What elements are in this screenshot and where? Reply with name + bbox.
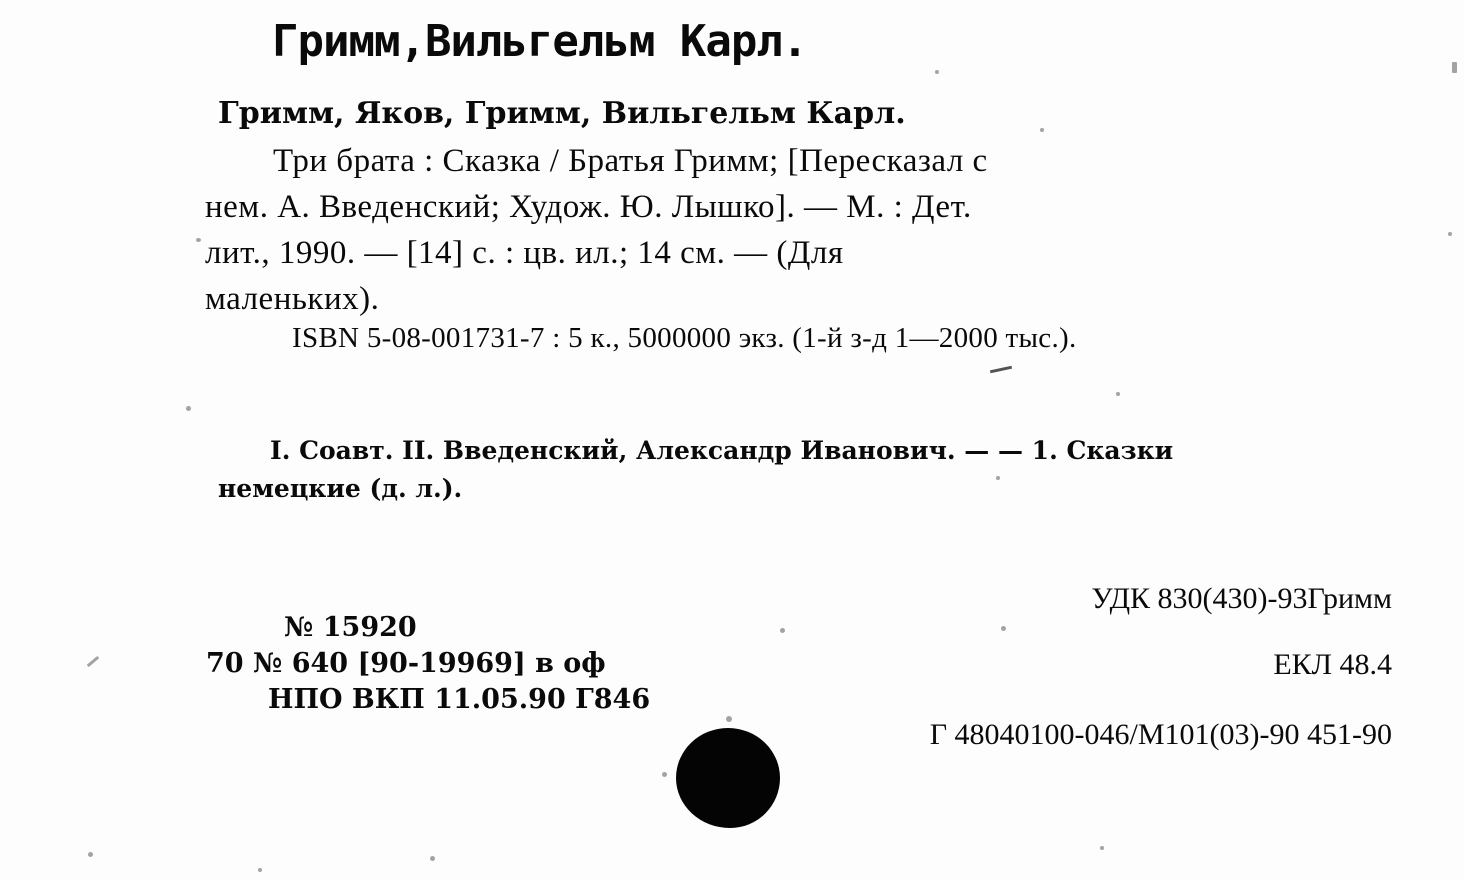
paper-speck <box>88 852 93 857</box>
card-heading-main: Гримм,Вильгельм Карл. <box>272 16 808 67</box>
ekl-classification: ЕКЛ 48.4 <box>1273 648 1392 681</box>
paper-speck <box>258 868 262 872</box>
pen-mark <box>990 366 1012 374</box>
paper-speck <box>1116 392 1120 396</box>
card-heading-author: Гримм, Яков, Гримм, Вильгельм Карл. <box>218 96 906 131</box>
reference-line: немецкие (д. л.). <box>218 474 463 503</box>
paper-speck <box>1100 846 1104 850</box>
paper-speck <box>1448 232 1452 236</box>
paper-speck <box>196 238 201 242</box>
stamp-line: НПО ВКП 11.05.90 Г846 <box>268 684 651 715</box>
paper-speck <box>186 406 191 411</box>
paper-speck <box>1452 62 1457 73</box>
description-line: нем. А. Введенский; Худож. Ю. Лышко]. — М. : Дет. <box>205 189 972 225</box>
card-description <box>205 138 1400 322</box>
description-line: Три брата : Сказка / Братья Гримм; [Пересказал с <box>273 143 988 179</box>
paper-speck <box>780 628 785 633</box>
registration-stamp <box>206 610 650 718</box>
reference-line: I. Соавт. II. Введенский, Александр Иванович. — — 1. Сказки <box>270 436 1174 465</box>
ink-blot <box>676 728 780 828</box>
paper-speck <box>726 716 732 722</box>
udk-classification: УДК 830(430)-93Гримм <box>1091 582 1392 615</box>
paper-speck <box>1001 626 1006 631</box>
publisher-code: Г 48040100-046/М101(03)-90 451-90 <box>929 718 1392 751</box>
paper-speck <box>935 70 939 74</box>
paper-speck <box>430 856 435 861</box>
description-line: лит., 1990. — [14] с. : цв. ил.; 14 см. — (Для <box>205 235 844 271</box>
card-references <box>218 432 1398 508</box>
paper-speck <box>662 772 667 777</box>
description-line: маленьких). <box>205 281 380 317</box>
stamp-line: № 15920 <box>284 612 417 643</box>
paper-speck <box>1040 128 1044 132</box>
stamp-line: 70 № 640 [90-19969] в оф <box>206 648 606 679</box>
isbn-line: ISBN 5-08-001731-7 : 5 к., 5000000 экз. (1-й з-д 1—2000 тыс.). <box>292 322 1077 354</box>
paper-speck <box>87 656 100 667</box>
